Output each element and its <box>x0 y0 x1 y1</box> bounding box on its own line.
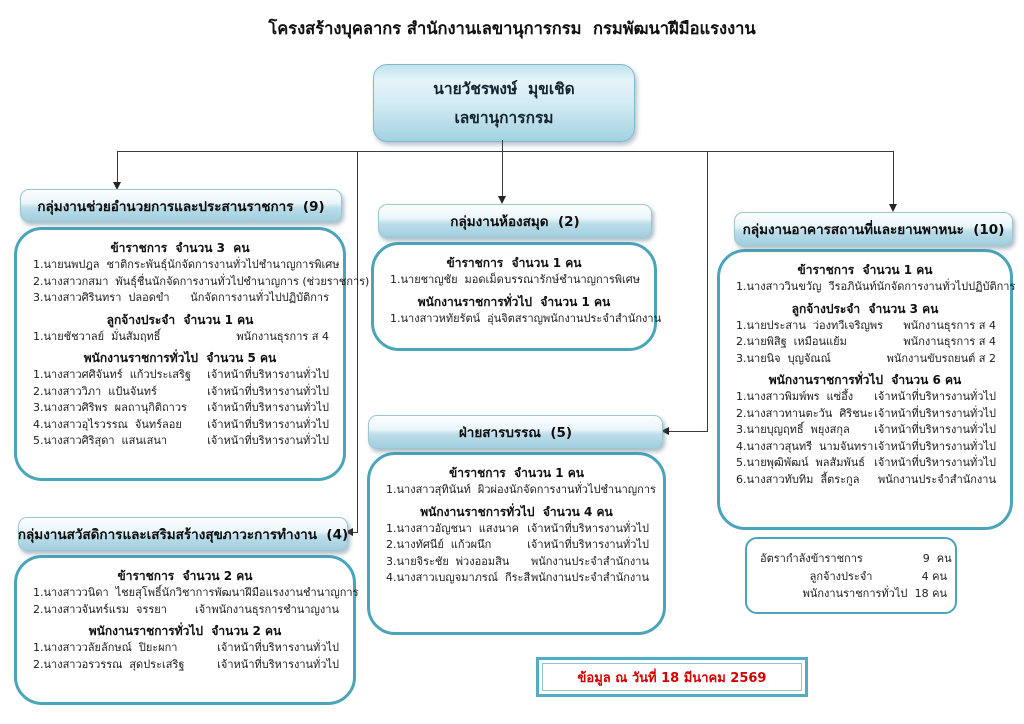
connector-h-saraban <box>669 431 708 432</box>
staff-position: เจ้าหน้าที่บริหารงานทั่วไป <box>207 401 329 414</box>
staff-section <box>27 312 333 346</box>
staff-position: เจ้าหน้าที่บริหารงานทั่วไป <box>207 417 329 431</box>
staff-row <box>27 384 333 401</box>
executive-box <box>373 64 635 142</box>
staff-row <box>730 406 1000 423</box>
staff-name: 1.นางสาวหทัยรัตน์ อุ่นจิตสราญ <box>390 311 544 325</box>
connector-drop-library <box>502 151 503 197</box>
staff-position: นักจัดการงานทั่วไปปฏิบัติการ <box>876 280 1016 293</box>
section-title: ข้าราชการ จำนวน 1 คน <box>449 466 584 480</box>
executive-position: เลขานุการกรม <box>454 109 554 127</box>
connector-drop-welfare <box>357 151 358 533</box>
staff-row <box>384 311 662 328</box>
staff-position: เจ้าหน้าที่บริหารงานทั่วไป <box>217 657 339 671</box>
staff-row <box>730 279 1016 296</box>
group-body-assist <box>14 227 370 481</box>
staff-position: เจ้าหน้าที่บริหารงานทั่วไป <box>874 423 996 436</box>
staff-row <box>380 482 656 499</box>
summary-label: พนักงานราชการทั่วไป <box>802 587 908 600</box>
executive-name: นายวัชรพงษ์ มุขเชิด <box>433 80 575 98</box>
staff-position: พนักงานประจำสำนักงาน <box>530 554 649 568</box>
data-date-text: ข้อมูล ณ วันที่ 18 มีนาคม 2569 <box>577 670 767 686</box>
staff-section <box>730 301 1000 368</box>
staff-row <box>730 318 1000 335</box>
summary-value: 4 คน <box>921 569 947 583</box>
group-header-building: กลุ่มงานอาคารสถานที่และยานพาหนะ (10) <box>734 212 1013 246</box>
staff-position: นักจัดการงานทั่วไปชำนาญการพิเศษ <box>167 258 340 271</box>
staff-position: เจ้าหน้าที่บริหารงานทั่วไป <box>874 390 996 403</box>
staff-name: 1.นางสาวอัญชนา แสงนาค <box>386 521 519 535</box>
staff-row <box>380 570 653 587</box>
staff-row <box>27 257 340 274</box>
staff-name: 1.นายนพปฎล ชาติกระพันธุ์ <box>33 258 168 271</box>
staff-row <box>27 367 333 384</box>
staff-row <box>27 417 333 434</box>
group-header-assist: กลุ่มงานช่วยอำนวยการและประสานราชการ (9) <box>20 189 342 222</box>
staff-name: 2.นางสาววิภา แป้นจันทร์ <box>33 384 157 398</box>
staffing-summary-box <box>745 537 957 614</box>
staff-name: 5.นายพุฒิพัฒน์ พลสัมพันธ์ <box>736 456 865 469</box>
staff-section <box>384 255 644 289</box>
group-body-library <box>371 242 662 351</box>
staff-position: เจ้าหน้าที่บริหารงานทั่วไป <box>527 521 649 535</box>
summary-row <box>760 568 947 586</box>
arrow-down-library-icon <box>498 196 506 204</box>
staff-row <box>730 389 1000 406</box>
group-body-welfare <box>14 555 359 705</box>
section-title: ข้าราชการ จำนวน 3 คน <box>110 241 250 255</box>
group-body-saraban <box>367 452 666 635</box>
section-title: พนักงานราชการทั่วไป จำนวน 4 คน <box>420 504 613 519</box>
staff-name: 1.นางสาวสุทินันท์ ผิวผ่อง <box>386 483 509 496</box>
section-title: ลูกจ้างประจำ จำนวน 1 คน <box>106 312 254 327</box>
data-date-box <box>536 657 808 697</box>
summary-prefix: อัตรากำลัง <box>760 552 811 565</box>
staff-row <box>27 657 343 674</box>
connector-drop-building <box>893 151 894 205</box>
staff-position: เจ้าหน้าที่บริหารงานทั่วไป <box>207 434 329 447</box>
staff-section <box>27 350 333 450</box>
staff-position: เจ้าหน้าที่บริหารงานทั่วไป <box>874 456 996 469</box>
staff-row <box>730 334 1000 351</box>
staff-section <box>384 294 662 328</box>
staff-position: นักจัดการงานทั่วไปปฏิบัติการ <box>190 291 329 304</box>
group-header-saraban: ฝ่ายสารบรรณ (5) <box>368 415 663 449</box>
staff-row <box>730 439 1000 456</box>
staff-row <box>27 274 370 291</box>
staff-row <box>27 433 333 450</box>
section-title: ข้าราชการ จำนวน 2 คน <box>117 569 253 583</box>
staff-name: 1.นางสาววินขวัญ วีรอภินันท์ <box>736 280 877 293</box>
staff-row <box>380 554 653 571</box>
group-header-welfare: กลุ่มงานสวัสดิการและเสริมสร้างสุขภาวะการทำงาน (4) <box>18 517 348 551</box>
page-title: โครงสร้างบุคลากร สำนักงานเลขานุการกรม กรมพัฒนาฝีมือแรงงาน <box>268 19 756 38</box>
section-title: พนักงานราชการทั่วไป จำนวน 2 คน <box>88 624 282 638</box>
staff-row <box>27 290 333 307</box>
connector-stem <box>502 140 503 151</box>
staff-name: 5.นางสาวศิริสุดา แสนเสนา <box>33 434 168 447</box>
connector-main-horizontal <box>117 151 893 152</box>
staff-position: เจ้าหน้าที่บริหารงานทั่วไป <box>207 384 329 398</box>
section-title: พนักงานราชการทั่วไป จำนวน 6 คน <box>768 373 962 387</box>
staff-position: เจ้าหน้าที่บริหารงานทั่วไป <box>217 641 339 654</box>
staff-name: 2.นางสาวอรวรรณ สุดประเสริฐ <box>33 657 185 671</box>
staff-position: เจ้าหน้าที่บริหารงานทั่วไป <box>874 406 996 420</box>
staff-name: 1.นางสาววนิดา ไชยสุโพธิ์ <box>33 586 162 599</box>
staff-section <box>380 465 656 499</box>
staff-position: พนักงานประจำสำนักงาน <box>877 472 996 486</box>
staff-position: เจ้าพนักงานธุรการชำนาญงาน <box>194 602 339 616</box>
staff-name: 6.นางสาวทับทิม ลี้ตระกูล <box>736 472 860 486</box>
staff-name: 2.นางสาวกสมา พันธุ์ชื่น <box>33 274 152 288</box>
staff-row <box>384 272 644 289</box>
staff-section <box>730 372 1000 488</box>
staff-row <box>730 472 1000 489</box>
group-header-library: กลุ่มงานห้องสมุด (2) <box>378 204 652 238</box>
staff-name: 2.นางสาวจันทร์แรม จรรยา <box>33 602 167 616</box>
staff-name: 2.นายพิสิฐ เหมือนแย้ม <box>736 335 847 348</box>
staff-row <box>730 422 1000 439</box>
staff-position: เจ้าหน้าที่บริหารงานทั่วไป <box>207 368 329 381</box>
summary-label: ข้าราชการ <box>810 552 863 565</box>
staff-name: 3.นางสาวศิรินทรา ปลอดขำ <box>33 291 170 304</box>
section-title: พนักงานราชการทั่วไป จำนวน 1 คน <box>417 294 611 309</box>
staff-name: 3.นายนิจ บุญจัณณ์ <box>736 351 831 365</box>
summary-label: ลูกจ้างประจำ <box>809 569 873 583</box>
staff-position: พนักงานขับรถยนต์ ส 2 <box>886 351 996 365</box>
summary-prefix <box>760 568 810 586</box>
staff-name: 1.นายชาญชัย มอดเม็ด <box>390 273 504 286</box>
staff-row <box>730 455 1000 472</box>
staff-section <box>380 504 653 587</box>
staff-section <box>27 568 359 618</box>
staff-name: 3.นางสาวศิริพร ผลถานุกิติถาวร <box>33 401 187 414</box>
staff-name: 1.นางสาวศศิจันทร์ แก้วประเสริฐ <box>33 368 191 381</box>
section-title: ข้าราชการ จำนวน 1 คน <box>446 256 582 270</box>
staff-name: 4.นางสาวสุนทรี นามจันทรา <box>736 439 874 453</box>
summary-value: 18 คน <box>914 587 947 600</box>
staff-name: 2.นางสาวทานตะวัน ศิริชนะ <box>736 406 874 420</box>
staff-row <box>380 521 653 538</box>
staff-name: 4.นางสาวเบญจมาภรณ์ กีระสี <box>386 571 531 584</box>
staff-name: 3.นายบุญฤทธิ์ พยุงสกุล <box>736 423 850 436</box>
staff-position: นักจัดการงานทั่วไปชำนาญการ <box>508 483 656 496</box>
staff-section <box>27 240 370 307</box>
staff-name: 1.นางสาวพิมพ์พร แซ่อึ้ง <box>736 390 854 403</box>
staff-position: เจ้าหน้าที่บริหารงานทั่วไป <box>527 538 649 551</box>
connector-drop-saraban <box>707 151 708 432</box>
staff-row <box>27 400 333 417</box>
arrow-down-building-icon <box>889 204 897 212</box>
summary-row <box>760 550 952 568</box>
staff-position: พนักงานธุรการ ส 4 <box>236 329 329 343</box>
staff-row <box>27 585 359 602</box>
staff-position: พนักงานธุรการ ส 4 <box>903 318 996 332</box>
summary-prefix <box>760 585 803 603</box>
staff-section <box>27 623 343 673</box>
staff-position: พนักงานธุรการ ส 4 <box>903 335 996 348</box>
section-title: ข้าราชการ จำนวน 1 คน <box>797 263 933 277</box>
summary-value: 9 คน <box>922 552 952 565</box>
staff-name: 1.นายประสาน ว่องทวีเจริญพร <box>736 318 884 332</box>
staff-position: นักจัดการงานทั่วไปชำนาญการ (ช่วยราชการ) <box>151 274 370 288</box>
staff-position: พนักงานประจำสำนักงาน <box>530 571 649 584</box>
group-body-building <box>717 249 1016 530</box>
staff-name: 4.นางสาวอุไรวรรณ จันทร์ลอย <box>33 417 182 431</box>
staff-position: บรรณารักษ์ชำนาญการพิเศษ <box>504 273 640 286</box>
staff-name: 1.นายชัชวาลย์ มั่นสัมฤทธิ์ <box>33 329 161 343</box>
staff-name: 1.นางสาววลัยลักษณ์ ปิยะผกา <box>33 641 178 654</box>
staff-row <box>27 640 343 657</box>
summary-row <box>760 585 947 603</box>
staff-position: พนักงานประจำสำนักงาน <box>543 311 662 325</box>
staff-row <box>730 351 1000 368</box>
connector-h-welfare <box>353 532 358 533</box>
staff-section <box>730 262 1016 296</box>
staff-name: 3.นายจิระชัย พ่วงออมสิน <box>386 554 510 568</box>
connector-drop-assist <box>117 151 118 183</box>
staff-name: 2.นางทัศนีย์ แก้วผนึก <box>386 538 492 551</box>
data-date-frame <box>542 663 802 691</box>
section-title: พนักงานราชการทั่วไป จำนวน 5 คน <box>83 351 277 365</box>
staff-row <box>380 537 653 554</box>
staff-row <box>27 329 333 346</box>
staff-row <box>27 602 343 619</box>
section-title: ลูกจ้างประจำ จำนวน 3 คน <box>791 301 939 316</box>
staff-position: เจ้าหน้าที่บริหารงานทั่วไป <box>874 439 996 453</box>
staff-position: นักวิชาการพัฒนาฝีมือแรงงานชำนาญการ <box>161 586 359 599</box>
